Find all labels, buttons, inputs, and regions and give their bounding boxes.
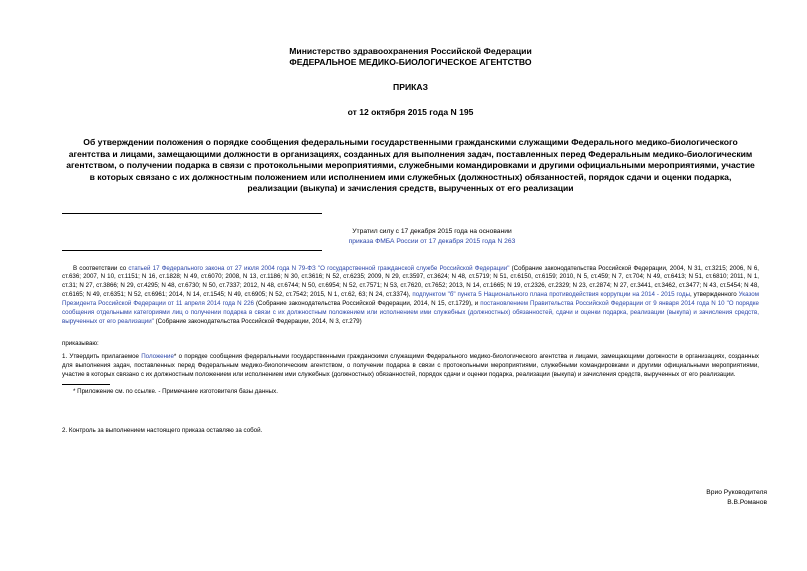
anticorruption-plan-link[interactable]: подпунктом "б" пункта 5 Национального плана противодействия коррупции на 2014 - 2015 годы <box>412 291 691 299</box>
repeal-note <box>312 227 552 247</box>
order-item-2: 2. Контроль за выполнением настоящего приказа оставляю за собой. <box>62 427 263 435</box>
order-item-1 <box>62 353 759 380</box>
item1-text-2: * о порядке сообщения федеральными государственными гражданскими служащими Федерального медико-биологического агентства и лицами, замещающими должности в организациях, созданных для выполнения задач, поставленных перед Федеральным медико-биологическим агентством, о получении подарка в связи с протокольными мероприятиями, служебными командировками и другими официальными мероприятиями, участие в которых связано с их должностным положением или исполнением ими служебных (должностных) обязанностей, порядок сдачи и оценки подарка, реализации (выкупа) и зачисления средств, вырученных от его реализации. <box>62 352 759 378</box>
document-date-number: от 12 октября 2015 года N 195 <box>347 107 474 117</box>
preamble-text-3: , утвержденного <box>690 291 739 299</box>
government-resolution-link[interactable]: постановлением Правительства Российской Федерации от 9 января 2014 года N 10 "О порядке сообщения отдельными категориями лиц о получении подарка в связи с их должностным положением или исполнением ими служебных (должностных) обязанностей, сдачи и оценки подарка, реализации (выкупа) и зачисления средств, вырученных от его реализации" <box>62 300 759 325</box>
item1-text-1: 1. Утвердить прилагаемое <box>62 352 142 360</box>
signatory-name: В.В.Романов <box>727 499 767 506</box>
repeal-link[interactable]: приказа ФМБА России от 17 декабря 2015 года N 263 <box>348 237 516 245</box>
signature-block <box>706 488 767 508</box>
regulation-link[interactable]: Положение <box>141 352 174 360</box>
presidential-decree-link[interactable]: Указом Президента Российской Федерации от 11 апреля 2014 года N 226 <box>62 291 759 308</box>
footnote-divider <box>62 384 110 385</box>
preamble-paragraph <box>62 265 759 327</box>
divider-top <box>62 213 322 214</box>
ministry-name: Министерство здравоохранения Российской Федерации <box>289 46 532 56</box>
preamble-text-2: (Собрание законодательства Российской Федерации, 2004, N 31, ст.3215; 2006, N 6, ст.636; 2007, N 10, ст.1151; N 16, ст.1828; N 49, ст.6070; 2008, N 13, ст.1186; N 30, ст.3616; N 52, ст.6235; 2009, N 29, ст.3597, ст.3624; N 48, ст.5719; N 51, ст.6150, ст.6159; 2010, N 5, ст.459; N 7, ст.704; N 49, ст.6413; N 51, ст.6810; 2011, N 1, ст.31; N 27, ст.3866; N 29, ст.4295; N 48, ст.6730; N 50, ст.7337; 2012, N 48, ст.6744; N 50, ст.6954; N 52, ст.7571; N 53, ст.7620, ст.7652; 2013, N 14, ст.1665; N 19, ст.2326, ст.2329; N 23, ст.2874; N 27, ст.3441, ст.3462, ст.3477; N 43, ст.5454; N 48, ст.6165; N 49, ст.6351; N 52, ст.6961; 2014, N 14, ст.1545; N 49, ст.6905; N 52, ст.7542; 2015, N 1, ст.62, 63; N 24, ст.3374), <box>62 264 759 299</box>
preamble-text-4: (Собрание законодательства Российской Федерации, 2014, N 15, ст.1729), и <box>253 300 481 308</box>
footnote: * Приложение см. по ссылке. - Примечание изготовителя базы данных. <box>73 388 278 396</box>
signatory-position: Врио Руководителя <box>706 489 767 496</box>
preamble-text-5: (Собрание законодательства Российской Федерации, 2014, N 3, ст.279) <box>153 317 362 325</box>
divider-bottom <box>62 250 322 251</box>
orders-label: приказываю: <box>62 339 99 347</box>
document-type: ПРИКАЗ <box>393 82 428 92</box>
document-title: Об утверждении положения о порядке сообщения федеральными государственными гражданскими служащими Федерального медико-биологического агентства и лицами, замещающими должности в организациях, созданных для выполнения задач, поставленных перед Федеральным медико-биологическим агентством, о получении подарка в связи с протокольными мероприятиями, служебными командировками и другими официальными мероприятиями, участие в которых связано с их должностным положением или исполнением ими служебных (должностных) обязанностей, порядок сдачи и оценки подарка, реализации (выкупа) и зачисления средств, вырученных от его реализации <box>66 137 755 193</box>
preamble-text-1: В соответствии со <box>73 264 129 272</box>
repeal-text: Утратил силу с 17 декабря 2015 года на основании <box>352 227 512 235</box>
agency-name: ФЕДЕРАЛЬНОЕ МЕДИКО-БИОЛОГИЧЕСКОЕ АГЕНТСТВО <box>289 57 532 67</box>
law-article-link[interactable]: статьей 17 Федерального закона от 27 июля 2004 года N 79-ФЗ "О государственной гражданской службе Российской Федерации" <box>128 264 510 272</box>
